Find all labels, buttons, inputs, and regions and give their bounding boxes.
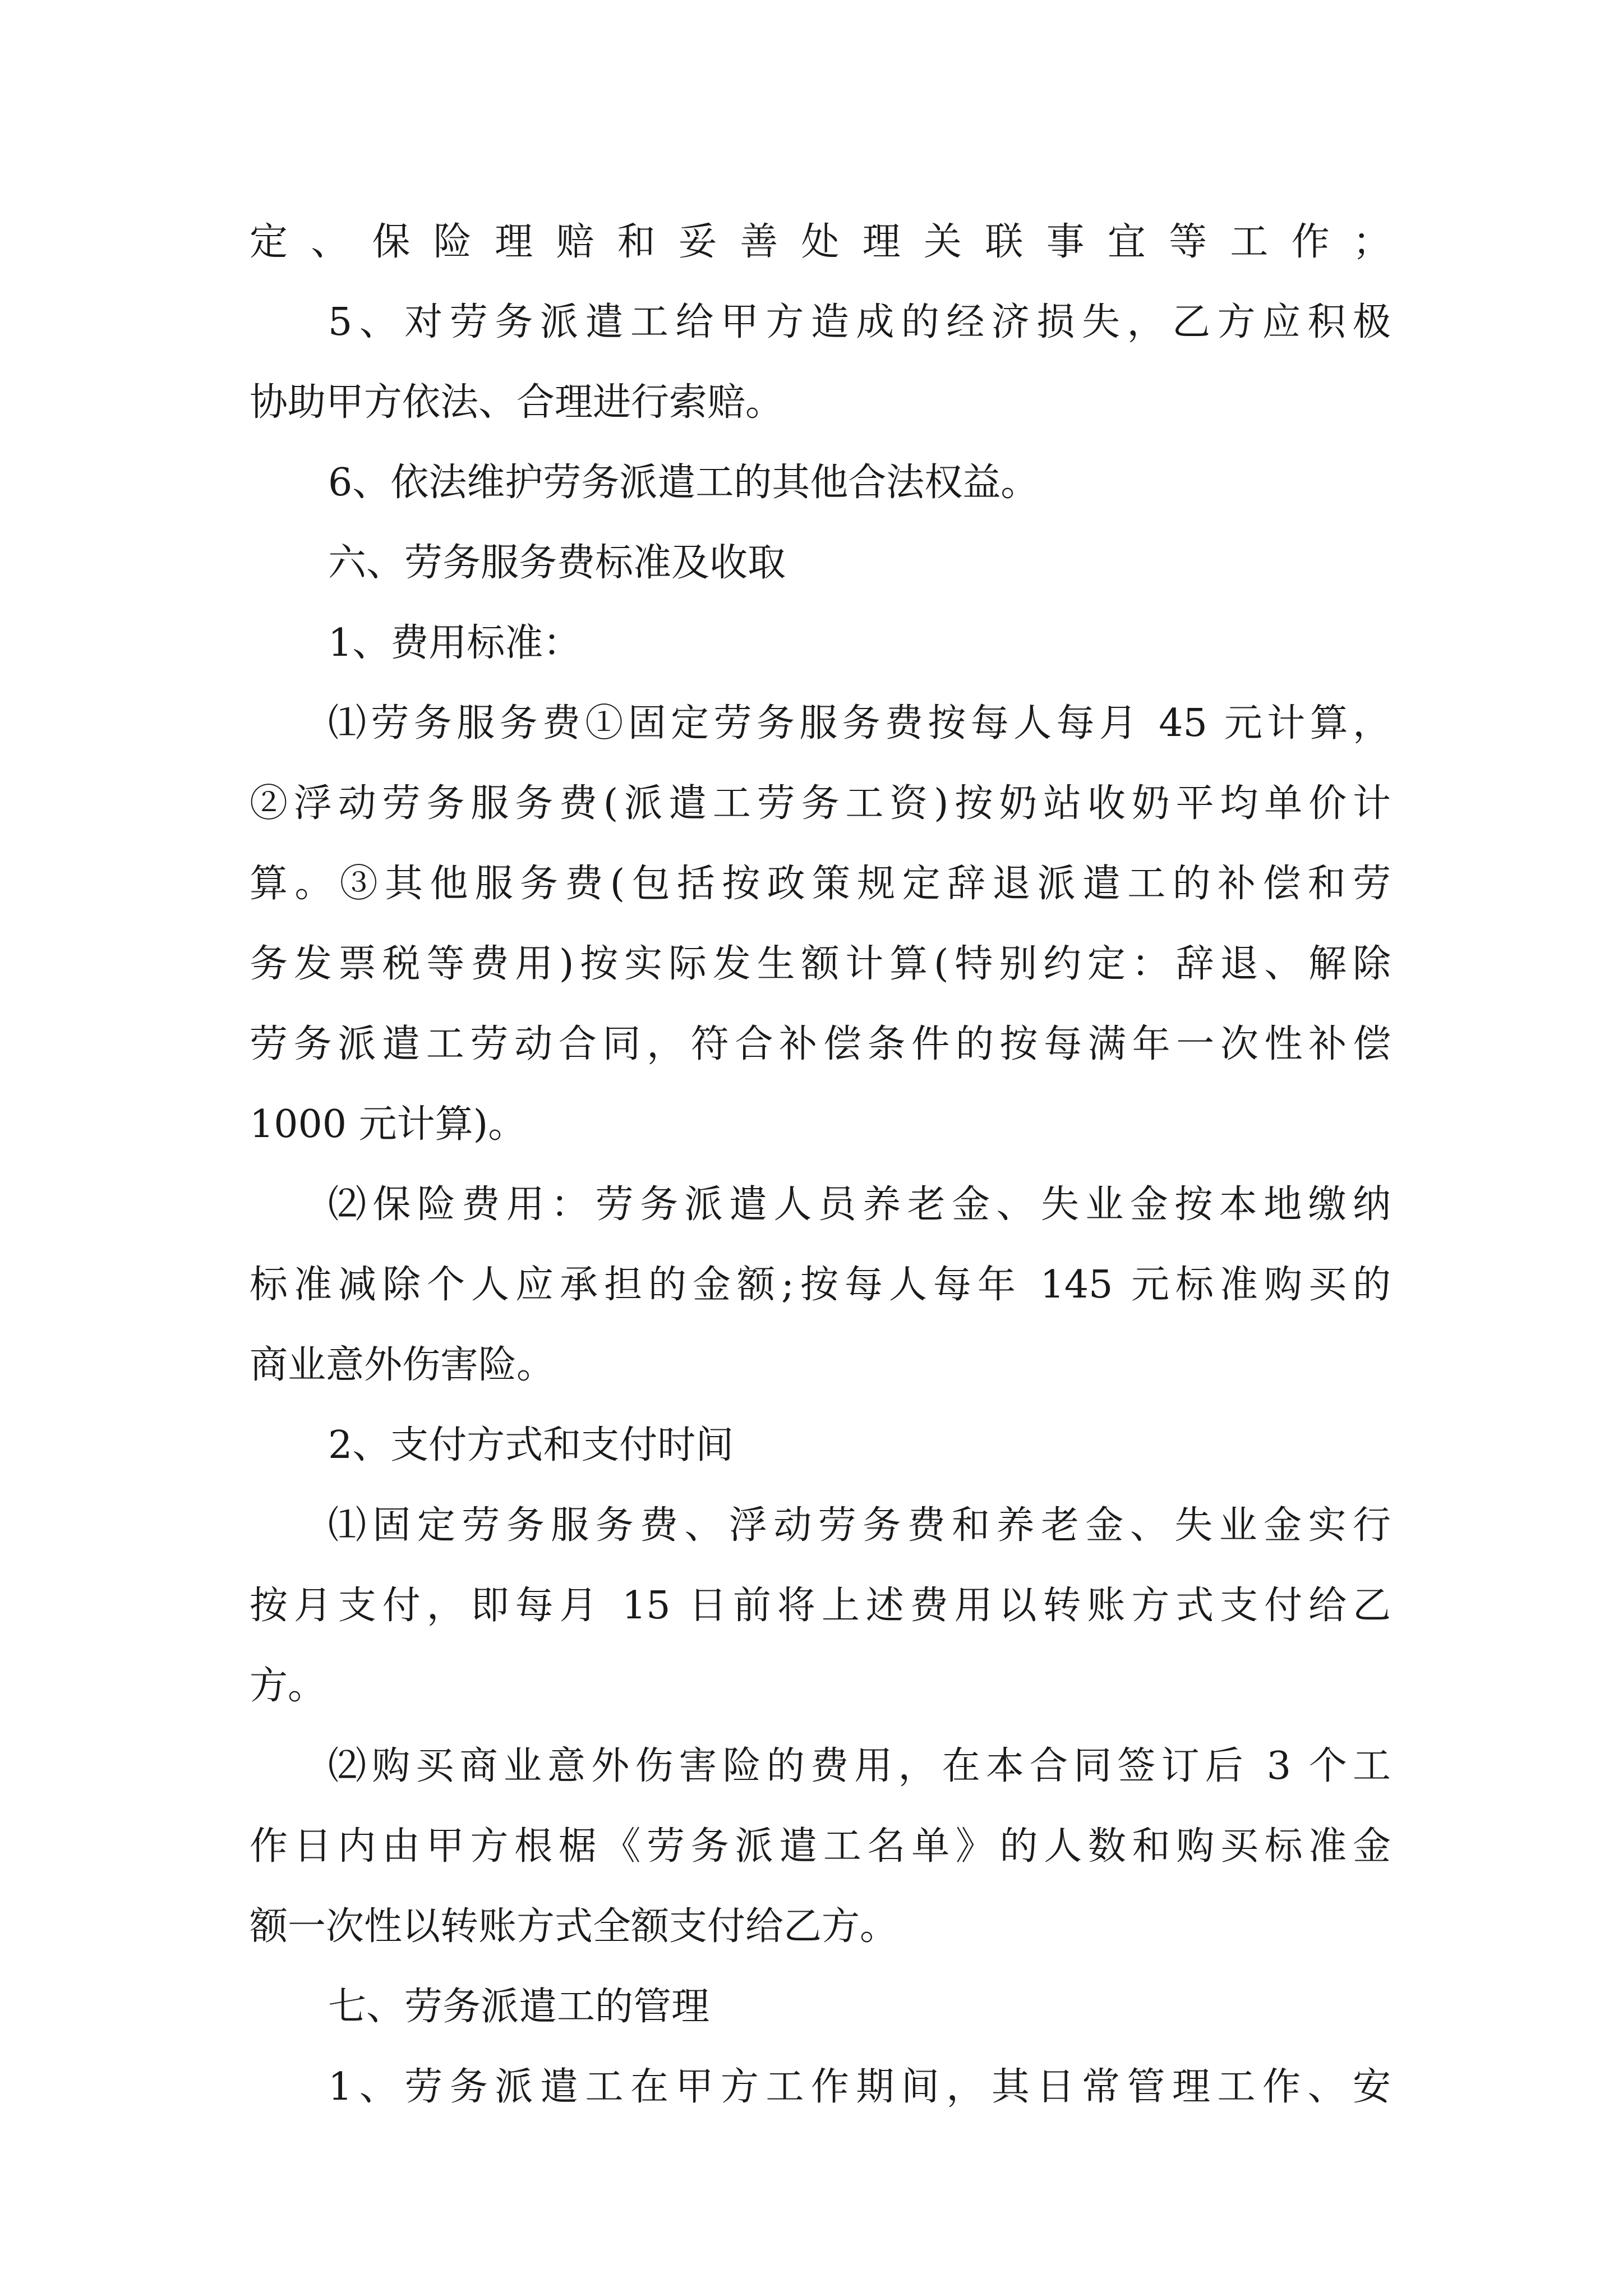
text-line: 按月支付，即每月 15 日前将上述费用以转账方式支付给乙 (250, 1584, 1391, 1628)
section-heading: 七、劳务派遣工的管理 (328, 1985, 710, 2029)
text-line: ⑴劳务服务费①固定劳务服务费按每人每月 45 元计算， (328, 701, 1391, 746)
text-line: 1、劳务派遣工在甲方工作期间，其日常管理工作、安 (328, 2065, 1391, 2109)
section-heading: 六、劳务服务费标准及收取 (328, 541, 786, 585)
contract-body-text (250, 202, 1391, 2127)
text-line: ⑴固定劳务服务费、浮动劳务费和养老金、失业金实行 (328, 1503, 1391, 1548)
text-line: ⑵保险费用：劳务派遣人员养老金、失业金按本地缴纳 (328, 1182, 1391, 1227)
text-line: 1000 元计算)。 (250, 1102, 527, 1147)
text-line: 定、保险理赔和妥善处理关联事宜等工作； (250, 220, 1391, 264)
text-line: 标准减除个人应承担的金额;按每人每年 145 元标准购买的 (250, 1263, 1391, 1307)
text-line: 商业意外伤害险。 (250, 1343, 555, 1387)
text-line: 作日内由甲方根椐《劳务派遣工名单》的人数和购买标准金 (250, 1824, 1391, 1869)
text-line: 算。③其他服务费(包括按政策规定辞退派遣工的补偿和劳 (250, 862, 1391, 906)
text-line: 额一次性以转账方式全额支付给乙方。 (250, 1904, 898, 1949)
text-line: 6、依法维护劳务派遣工的其他合法权益。 (328, 461, 1039, 505)
text-line: ②浮动劳务服务费(派遣工劳务工资)按奶站收奶平均单价计 (250, 781, 1391, 826)
text-line: 劳务派遣工劳动合同，符合补偿条件的按每满年一次性补偿 (250, 1022, 1391, 1066)
text-line: 方。 (250, 1664, 326, 1708)
text-line: 5、对劳务派遣工给甲方造成的经济损失，乙方应积极 (328, 300, 1391, 344)
subsection-heading: 2、支付方式和支付时间 (328, 1423, 734, 1467)
text-line: 协助甲方依法、合理进行索赔。 (250, 380, 784, 425)
text-line: ⑵购买商业意外伤害险的费用，在本合同签订后 3 个工 (328, 1744, 1391, 1788)
subsection-heading: 1、费用标准： (328, 621, 582, 665)
text-line: 务发票税等费用)按实际发生额计算(特别约定：辞退、解除 (250, 942, 1391, 986)
